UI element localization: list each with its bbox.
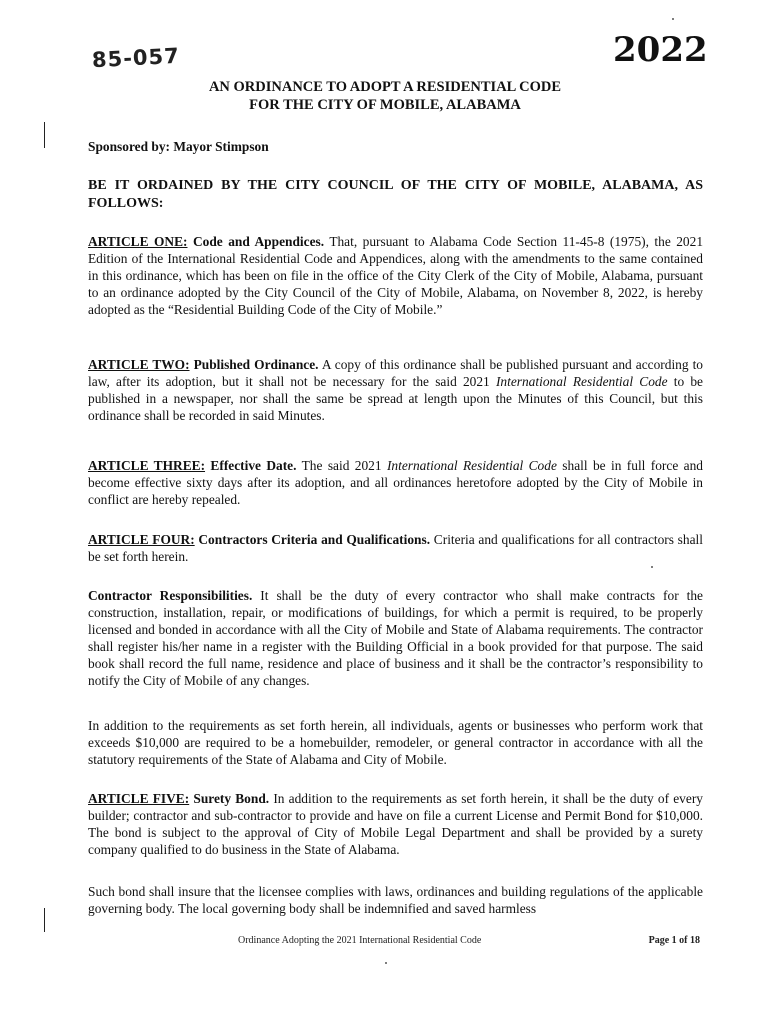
contractor-responsibilities [88,587,703,689]
ordained-clause: BE IT ORDAINED BY THE CITY COUNCIL OF THE CITY OF MOBILE, ALABAMA, AS FOLLOWS: [88,178,703,211]
article-three [88,457,703,508]
additional-requirements: In addition to the requirements as set forth herein, all individuals, agents or businesses who perform work that exceeds $10,000 are required to be a homebuilder, remodeler, or general contractor in accordance with all the statutory requirements of the State of Alabama and City of Mobile. [88,718,703,767]
article-two-text-a: A copy of this ordinance shall be published pursuant and according to law, after its adoption, but it shall not be necessary for the said 2021 [88,357,704,389]
article-four-label: ARTICLE FOUR: [88,532,195,547]
bond-paragraph: Such bond shall insure that the licensee complies with laws, ordinances and building regulations of the applicable governing body. The local governing body shall be indemnified and saved harmless [88,884,703,916]
margin-mark-top [44,122,45,148]
article-two-text-italic: International Residential Code [495,374,668,389]
document-title [90,78,680,114]
article-three-label: ARTICLE THREE: [88,458,206,473]
article-three-heading: Effective Date. [210,458,297,473]
article-three-text-italic: International Residential Code [386,458,557,473]
article-two-text-b: to be published in a newspaper, nor shall the same be spread at length upon the Minutes of this Council, but this ordinance shall be recorded in said Minutes. [88,374,703,423]
contractor-responsibilities-text: It shall be the duty of every contractor who shall make contracts for the construction, installation, repair, or modifications of buildings, for which a permit is required, to be properly licensed and bonded in accordance with all the City of Mobile and State of Alabama requirements. The contractor shall register his/her name in a register with the Building Official in a book provided for that purpose. The said book shall record the full name, residence and place of business and it shall be the contractor’s responsibility to notify the City of Mobile of any changes. [88,588,703,688]
scan-speck [672,18,674,20]
article-four [88,531,703,565]
article-five [88,790,703,858]
page-number: Page 1 of 18 [648,935,700,946]
footer-title: Ordinance Adopting the 2021 International Residential Code [238,935,482,946]
article-one-heading: Code and Appendices. [192,234,325,249]
article-four-heading: Contractors Criteria and Qualifications. [198,532,431,547]
article-two-label: ARTICLE TWO: [88,357,190,372]
article-five-heading: Surety Bond. [193,791,270,806]
article-five-text: In addition to the requirements as set forth herein, it shall be the duty of every builder; contractor and sub-contractor to provide and have on file a current License and Permit Bond for $10,000. The bond is subject to the approval of City of Mobile Legal Department and shall be provided by a surety company qualified to do business in the State of Alabama. [88,791,703,857]
article-one-text: That, pursuant to Alabama Code Section 11-45-8 (1975), the 2021 Edition of the International Residential Code and Appendices, along with the amendments to the same contained in this ordinance, which has been on file in the office of the City Clerk of the City of Mobile, Alabama, pursuant to an ordinance adopted by the City Council of the City of Mobile, Alabama, on November 8, 2022, is hereby adopted as the “Residential Building Code of the City of Mobile.” [88,234,704,317]
article-two [88,356,703,424]
article-three-text-a: The said 2021 [301,458,382,473]
article-four-text: Criteria and qualifications for all contractors shall be set forth herein. [88,532,703,564]
article-one-label: ARTICLE ONE: [88,234,188,249]
title-line-2: FOR THE CITY OF MOBILE, ALABAMA [249,97,521,113]
margin-mark-bottom [44,908,45,932]
article-three-text-b: shall be in full force and become effective sixty days after its adoption, and all ordinances heretofore adopted by the City of Mobile in conflict are hereby repealed. [88,458,703,507]
contractor-responsibilities-heading: Contractor Responsibilities. [88,588,253,603]
scan-speck [385,962,387,964]
ordinance-number-stamp: 85-057 [91,43,181,73]
article-five-label: ARTICLE FIVE: [88,791,190,806]
article-one [88,233,703,318]
year-stamp: 2022 [613,30,708,70]
scan-speck [651,566,653,568]
article-two-heading: Published Ordinance. [193,357,319,372]
title-line-1: AN ORDINANCE TO ADOPT A RESIDENTIAL CODE [208,79,562,95]
sponsor-line: Sponsored by: Mayor Stimpson [88,139,269,154]
